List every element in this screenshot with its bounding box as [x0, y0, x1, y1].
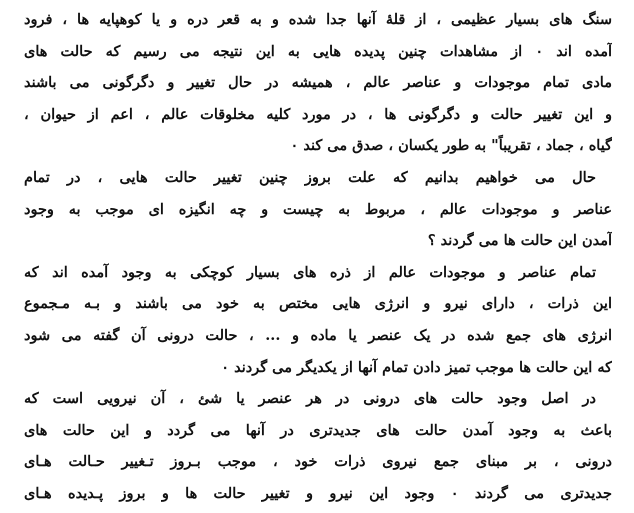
text-line: باعث به وجود آمدن حالت های جدیدتری در آنها می گردد و این حالت های [24, 421, 612, 439]
text-line: سنگ های بسیار عظیمی ، از قلۀ آنها جدا شده و به قعر دره و یا کوهپایه ها ، فرود [24, 11, 612, 28]
text-line: در اصل وجود حالت های درونی در هر عنصر یا شئ ، آن نیرویی است که [24, 390, 596, 408]
text-line: درونی ، بر مبنای جمع نیروی ذرات خود ، موجب بـروز تـغییر حـالت هـای [24, 453, 612, 471]
text-line: مادی تمام موجودات و عناصر عالم ، همیشه در حال تغییر و دگرگونی می باشند [24, 74, 612, 92]
text-line: آمده اند ۰ از مشاهدات چنین پدیده هایی به این نتیجه می رسیم که حالت های [24, 42, 612, 60]
text-line: و این تغییر حالت و دگرگونی ها ، در مورد کلیه مخلوقات عالم ، اعم از حیوان ، [24, 105, 612, 123]
paragraph [24, 257, 612, 383]
text-line: آمدن این حالت ها می گردند ؟ [427, 232, 612, 250]
text-line: عناصر و موجودات عالم ، مربوط به چیست و چه انگیزه ای موجب به وجود [24, 200, 612, 218]
text-line: گیاه ، جماد ، تقریباً" به طور یکسان ، صدق می کند ۰ [290, 137, 612, 155]
paragraph [24, 4, 612, 162]
paragraph [24, 383, 612, 509]
text-line: این ذرات ، دارای نیرو و انرژی هایی مختص به خود می باشند و بـه مـجموع [24, 295, 612, 313]
text-line: جدیدتری می گردند ۰ وجود این نیرو و تغییر حالت ها و بروز پـدیده هـای [24, 484, 612, 502]
text-column [24, 4, 612, 510]
text-line: حال می خواهیم بدانیم که علت بروز چنین تغییر حالت هایی ، در تمام [24, 168, 596, 186]
text-line: انرژی های جمع شده در یک عنصر یا ماده و ... ، حالت درونی آن گفته می شود [24, 326, 612, 344]
text-line: تمام عناصر و موجودات عالم از ذره های بسیار کوچکی به وجود آمده اند که [24, 263, 596, 281]
text-line: که این حالت ها موجب تمیز دادن تمام آنها از یکدیگر می گردند ۰ [221, 358, 612, 376]
paragraph [24, 162, 612, 257]
